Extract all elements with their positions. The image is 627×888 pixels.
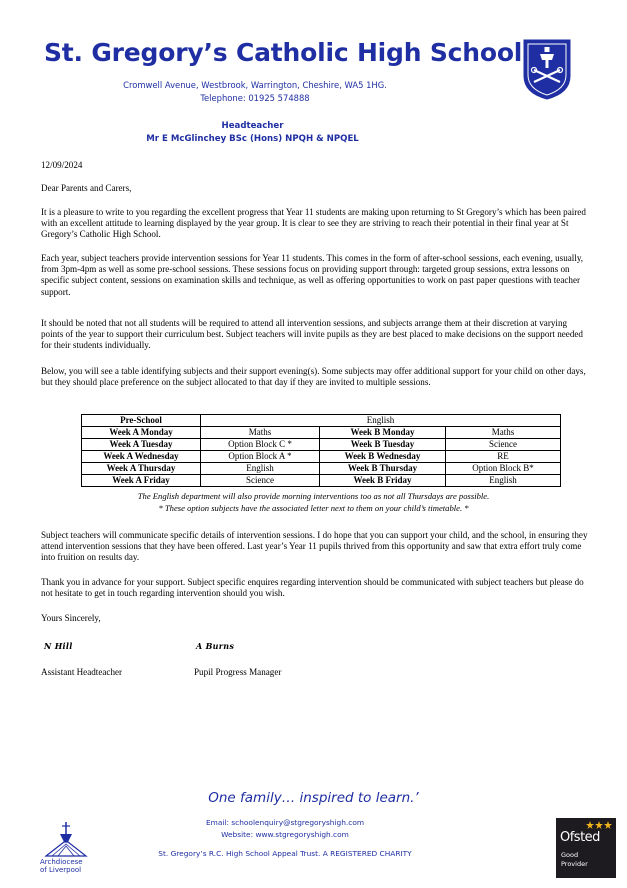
table-row <box>82 415 561 427</box>
archdiocese-text <box>40 858 100 874</box>
option-note: * These option subjects have the associated letter next to them on your child’s timetable. * <box>158 503 469 513</box>
day-a-cell: Week A Wednesday <box>82 451 201 463</box>
english-note: The English department will also provide morning interventions too as not all Thursdays are possible. <box>137 491 490 501</box>
day-a-cell: Week A Monday <box>82 427 201 439</box>
subject-a-cell: Option Block C * <box>201 439 320 451</box>
preschool-value-cell: English <box>201 415 561 427</box>
table-row <box>82 475 561 487</box>
ofsted-good: Good <box>561 851 579 859</box>
school-motto: One family… inspired to learn.’ <box>208 790 419 806</box>
table-row <box>82 463 561 475</box>
ofsted-word: Ofsted <box>560 830 600 845</box>
signature-1: N Hill <box>44 641 73 651</box>
day-a-cell: Week A Friday <box>82 475 201 487</box>
ofsted-badge <box>556 818 616 878</box>
day-b-cell: Week B Tuesday <box>320 439 446 451</box>
footer-charity: St. Gregory’s R.C. High School Appeal Trust. A REGISTERED CHARITY <box>158 849 412 858</box>
letter-paragraph-3: It should be noted that not all students will be required to attend all intervention sessions, and subjects arrange them at their discretion at varying points of the year to support their curriculum best. Subject teachers will invite pupils as they are best placed to make decisions on the support needed for their students individually. <box>41 318 583 351</box>
archdiocese-line-2: of Liverpool <box>40 866 82 874</box>
letter-paragraph-1: It is a pleasure to write to you regarding the excellent progress that Year 11 students are making upon returning to St Gregory’s which has been paired with an excellent attitude to learning displayed by the year group. It is clear to see they are striving to reach their potential in their final year at St Gregory’s Catholic High School. <box>41 207 586 240</box>
subject-b-cell: English <box>446 475 561 487</box>
ofsted-provider: Provider <box>561 860 588 868</box>
letter-paragraph-6: Thank you in advance for your support. Subject specific enquires regarding intervention should be communicated with subject teachers but please do not hesitate to get in touch regarding intervention should you wish. <box>41 577 584 599</box>
day-b-cell: Week B Monday <box>320 427 446 439</box>
subject-a-cell: Science <box>201 475 320 487</box>
footer-email: Email: schoolenquiry@stgregoryshigh.com <box>205 818 365 827</box>
subject-b-cell: Science <box>446 439 561 451</box>
school-crest-icon <box>522 38 572 101</box>
subject-a-cell: English <box>201 463 320 475</box>
table-row <box>82 427 561 439</box>
letter-closing: Yours Sincerely, <box>41 613 101 623</box>
subject-b-cell: RE <box>446 451 561 463</box>
day-b-cell: Week B Thursday <box>320 463 446 475</box>
letter-date: 12/09/2024 <box>41 160 83 170</box>
headteacher-label: Headteacher <box>221 121 284 131</box>
letter-paragraph-5: Subject teachers will communicate specific details of intervention sessions. I do hope that you can support your child, and the school, in ensuring they attend intervention sessions that they have been offered. Last year’s Year 11 pupils thrived from this opportunity and saw that extra effort truly come into fruition on results day. <box>41 530 588 563</box>
subject-a-cell: Option Block A * <box>201 451 320 463</box>
school-telephone: Telephone: 01925 574888 <box>200 93 310 103</box>
signature-2: A Burns <box>196 641 235 651</box>
letter-paragraph-4: Below, you will see a table identifying subjects and their support evening(s). Some subjects may offer additional support for your child on other days, but they should place preference on the subject allocated to that day if they are invited to multiple sessions. <box>41 366 586 388</box>
subject-a-cell: Maths <box>201 427 320 439</box>
letter-paragraph-2: Each year, subject teachers provide intervention sessions for Year 11 students. This comes in the form of after-school sessions, each evening, usually, from 3pm-4pm as well as some pre-school sessions. These sessions focus on providing support through: targeted group sessions, extra lessons on specific subject content, sessions on examination skills and technique, as well as offering opportunities to work on past paper questions with teacher support. <box>41 253 584 297</box>
letter-salutation: Dear Parents and Carers, <box>41 183 132 193</box>
day-a-cell: Week A Thursday <box>82 463 201 475</box>
headteacher-name: Mr E McGlinchey BSc (Hons) NPQH & NPQEL <box>146 134 359 144</box>
school-name: St. Gregory’s Catholic High School <box>44 38 523 67</box>
school-address: Cromwell Avenue, Westbrook, Warrington, Cheshire, WA5 1HG. <box>123 80 387 90</box>
footer-website: Website: www.stgregoryshigh.com <box>221 830 349 839</box>
role-pupil-progress-manager: Pupil Progress Manager <box>194 667 282 677</box>
subject-b-cell: Maths <box>446 427 561 439</box>
day-b-cell: Week B Wednesday <box>320 451 446 463</box>
day-b-cell: Week B Friday <box>320 475 446 487</box>
table-row <box>82 451 561 463</box>
role-assistant-headteacher: Assistant Headteacher <box>41 667 123 677</box>
day-a-cell: Week A Tuesday <box>82 439 201 451</box>
preschool-label-cell: Pre-School <box>82 415 201 427</box>
table-row <box>82 439 561 451</box>
intervention-schedule-table <box>81 414 561 487</box>
archdiocese-line-1: Archdiocese <box>40 858 83 866</box>
subject-b-cell: Option Block B* <box>446 463 561 475</box>
